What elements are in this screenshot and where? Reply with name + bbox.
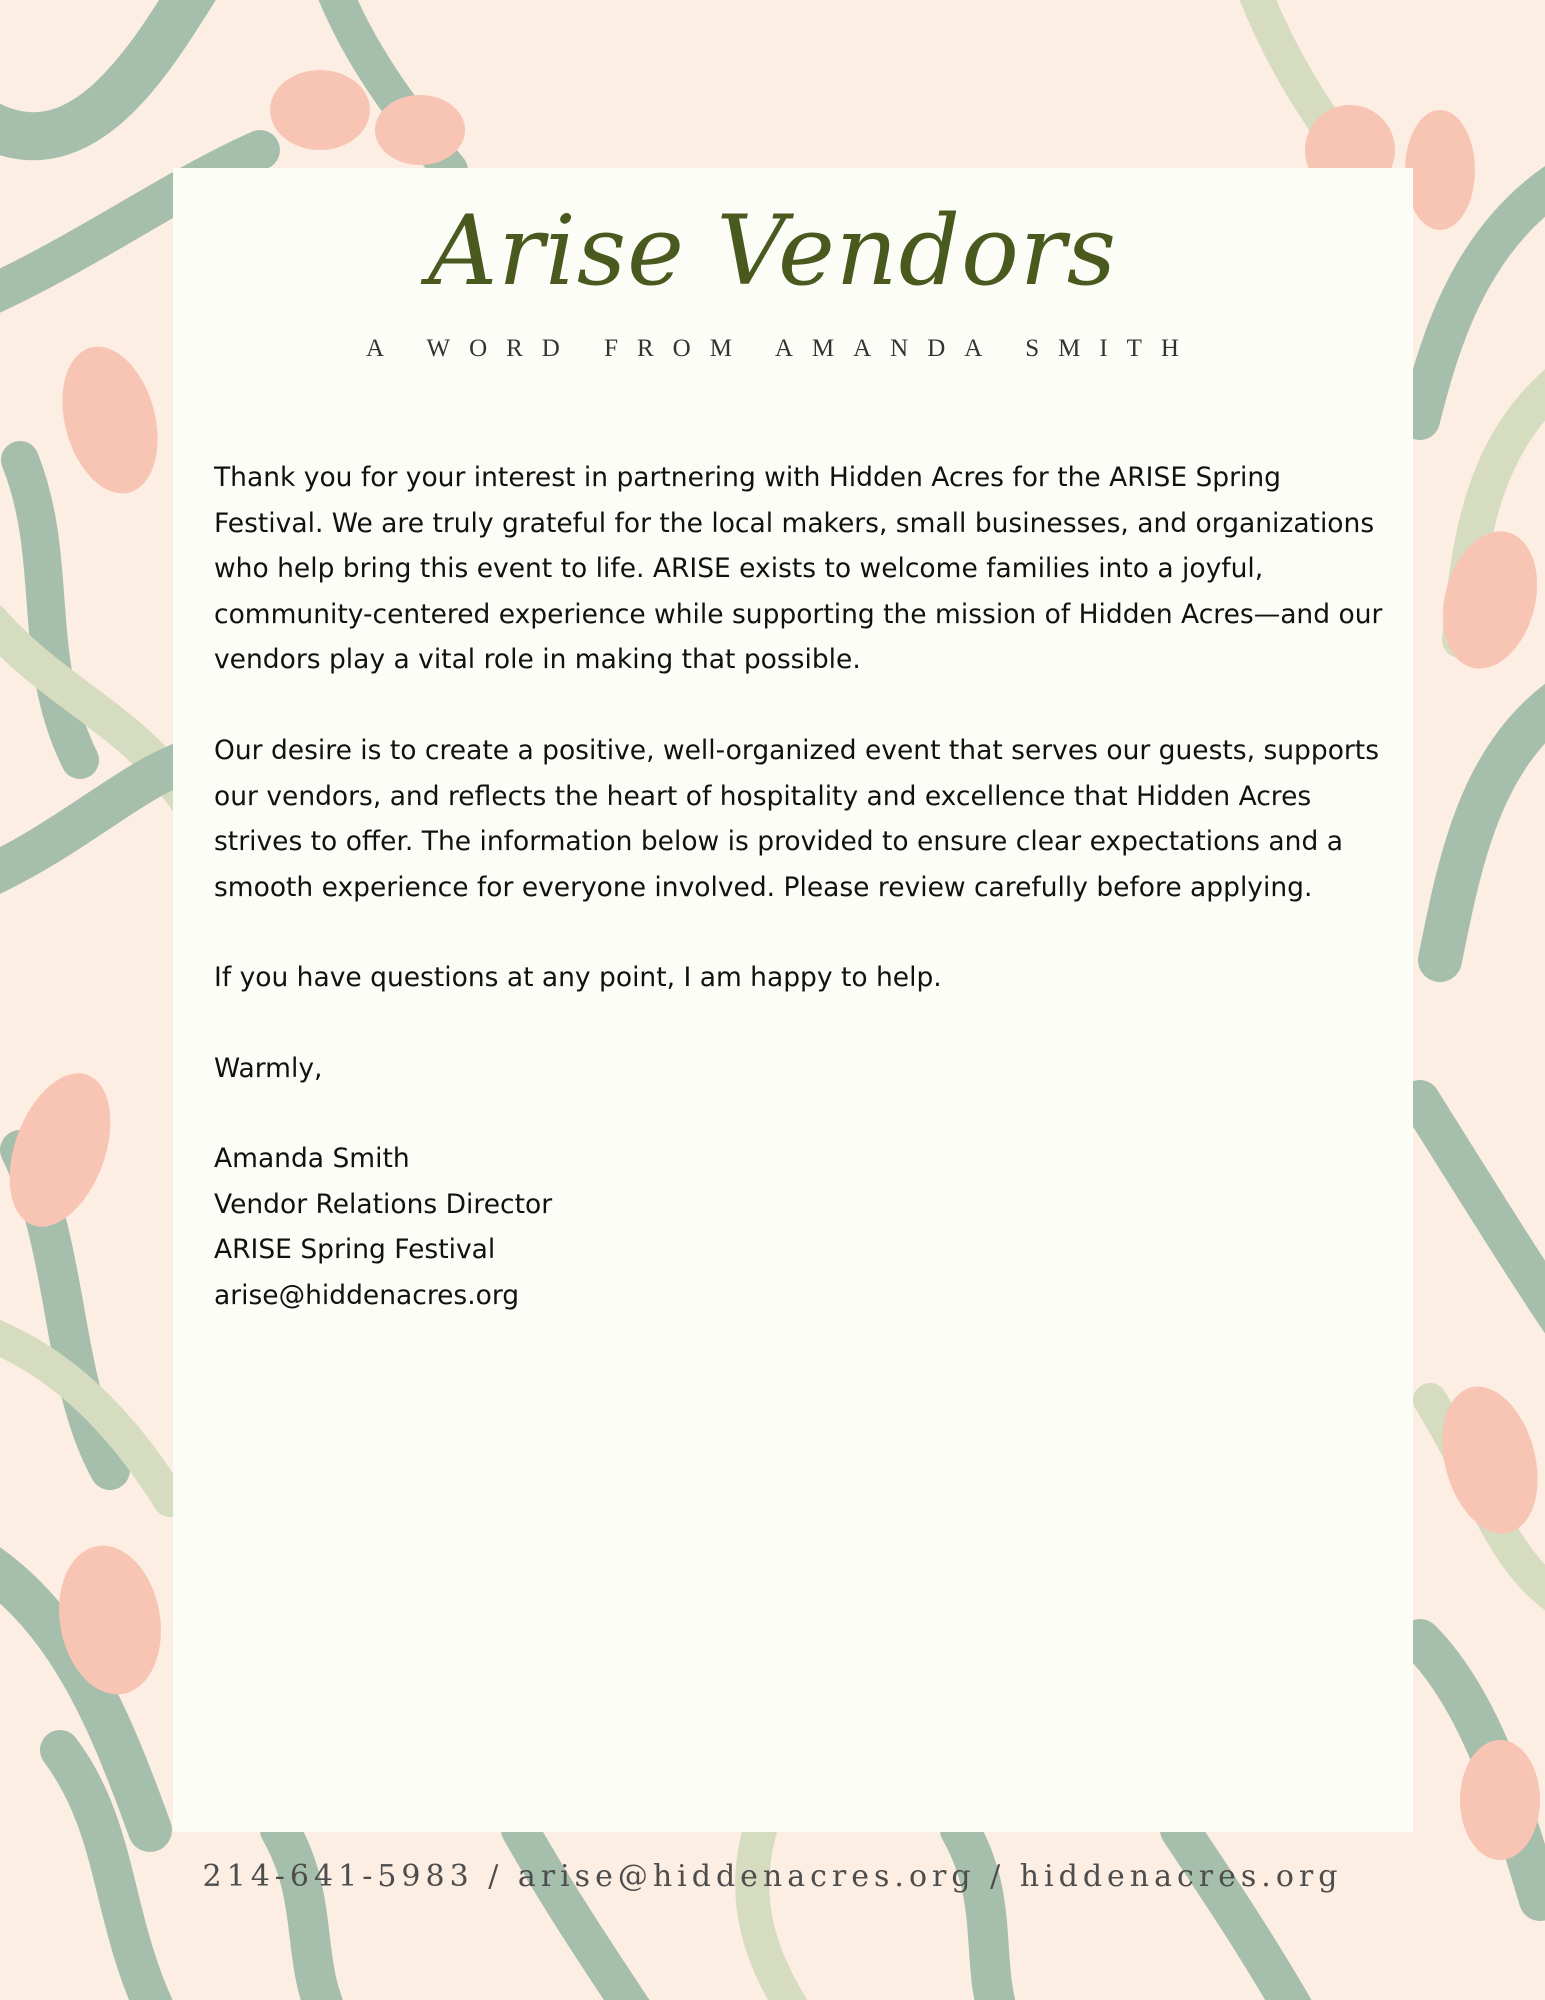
signature-block xyxy=(214,1136,1394,1318)
closing-text: Warmly, xyxy=(214,1053,323,1084)
signature-role: Vendor Relations Director xyxy=(214,1188,553,1220)
footer-contact: 214-641-5983 / arise@hiddenacres.org / hiddenacres.org xyxy=(202,1859,1343,1894)
signature-email[interactable]: arise@hiddenacres.org xyxy=(214,1279,520,1311)
page-subtitle: A WORD FROM AMANDA SMITH xyxy=(366,335,1198,362)
paragraph-text: Our desire is to create a positive, well-organized event that serves our guests, supports our vendors, and reflects the heart of hospitality and excellence that Hidden Acres strives to offer. The information below is provided to ensure clear expectations and a smooth experience for everyone involved. Please review carefully before applying. xyxy=(214,735,1380,903)
signature-name: Amanda Smith xyxy=(214,1143,410,1174)
page-title: Arise Vendors xyxy=(427,195,1118,307)
letter-paragraph-1 xyxy=(214,455,1394,683)
letter-paragraph-3 xyxy=(214,955,1394,1001)
paragraph-text: Thank you for your interest in partnering with Hidden Acres for the ARISE Spring Festival. We are truly grateful for the local makers, small businesses, and organizations who help bring this event to life. ARISE exists to welcome families into a joyful, community-centered experience while supporting the mission of Hidden Acres—and our vendors play a vital role in making that possible. xyxy=(214,462,1383,675)
signature-organization: ARISE Spring Festival xyxy=(214,1234,496,1265)
letter-paragraph-2 xyxy=(214,728,1394,910)
letter-closing xyxy=(214,1046,1394,1092)
paragraph-text: If you have questions at any point, I am happy to help. xyxy=(214,962,942,993)
